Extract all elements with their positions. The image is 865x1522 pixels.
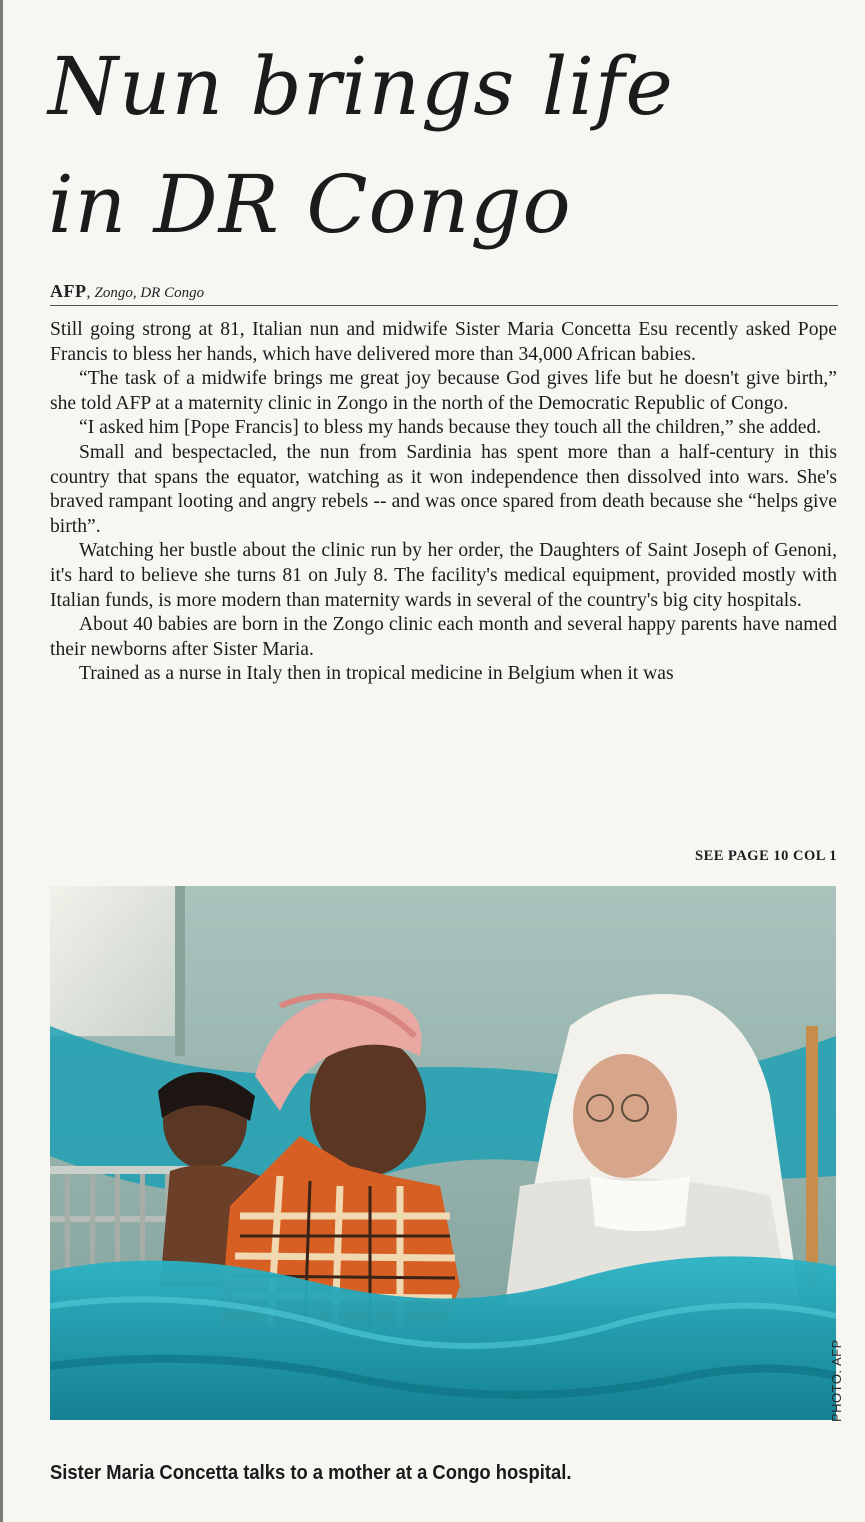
headline-line-1: Nun brings life <box>48 40 674 133</box>
continued-jump-line: SEE PAGE 10 COL 1 <box>695 848 837 864</box>
article-body <box>50 318 837 687</box>
byline-dateline: Zongo, DR Congo <box>94 285 205 301</box>
window-light <box>50 886 175 1036</box>
article-paragraph: “I asked him [Pope Francis] to bless my hands because they touch all the children,” she added. <box>79 417 822 439</box>
article-paragraph: Trained as a nurse in Italy then in tropical medicine in Belgium when it was <box>79 663 674 685</box>
page-left-border <box>0 0 3 1522</box>
article-paragraph: Small and bespectacled, the nun from Sardinia has spent more than a half-century in this country that spans the equator, watching as it won independence then dissolved into wars. She's braved rampant looting and angry rebels -- and was once spared from death because she “helps give birth”. <box>50 441 837 537</box>
article-photo <box>50 886 836 1420</box>
photo-credit: PHOTO: AFP <box>829 1339 844 1422</box>
byline <box>50 281 838 306</box>
article-paragraph: About 40 babies are born in the Zongo clinic each month and several happy parents have named their newborns after Sister Maria. <box>50 614 837 660</box>
byline-agency: AFP <box>50 281 87 301</box>
headline <box>48 28 848 264</box>
article-paragraph: Watching her bustle about the clinic run by her order, the Daughters of Saint Joseph of Genoni, it's hard to believe she turns 81 on July 8. The facility's medical equipment, provided mostly with Italian funds, is more modern than maternity wards in several of the country's big city hospitals. <box>50 540 837 611</box>
headline-line-2: in DR Congo <box>48 158 572 251</box>
article-paragraph: “The task of a midwife brings me great joy because God gives life but he doesn't give birth,” she told AFP at a maternity clinic in Zongo in the north of the Democratic Republic of Congo. <box>50 368 837 414</box>
photo-caption: Sister Maria Concetta talks to a mother at a Congo hospital. <box>50 1462 572 1484</box>
article-paragraph: Still going strong at 81, Italian nun and midwife Sister Maria Concetta Esu recently asked Pope Francis to bless her hands, which have delivered more than 34,000 African babies. <box>50 319 837 365</box>
byline-separator: , <box>86 284 95 301</box>
photo-illustration <box>50 886 836 1420</box>
